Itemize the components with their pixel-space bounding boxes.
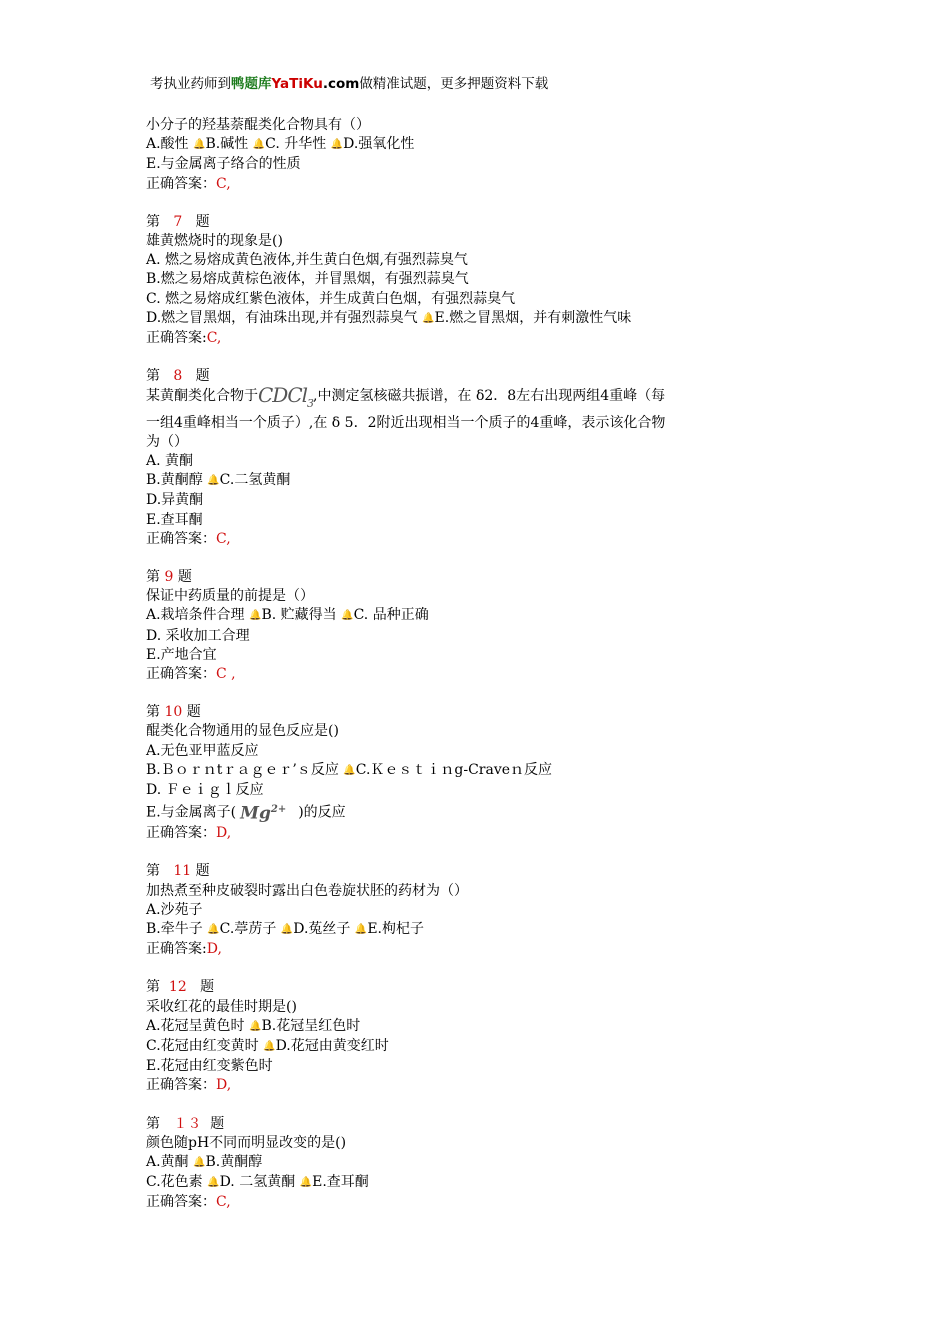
formula-sup: 2+ bbox=[270, 804, 287, 816]
bell-icon: 🔔 bbox=[263, 1040, 276, 1052]
option-c: C. 燃之易熔成红紫色液体，并生成黄白色烟，有强烈蒜臭气 bbox=[146, 290, 516, 307]
question-8 bbox=[146, 367, 806, 549]
title-prefix: 第 bbox=[146, 569, 160, 586]
answer-row bbox=[146, 824, 806, 843]
options-row bbox=[146, 920, 806, 940]
option-c: C.花冠由红变黄时 bbox=[146, 1037, 259, 1054]
header-prefix: 考执业药师到 bbox=[150, 76, 231, 92]
question-13 bbox=[146, 1115, 806, 1213]
option-e bbox=[146, 800, 806, 824]
answer-row bbox=[146, 665, 806, 684]
brand-cn[interactable]: 鸭题库 bbox=[231, 76, 272, 92]
options-row bbox=[146, 761, 806, 781]
option-d: D. 二氢黄酮 bbox=[219, 1174, 296, 1191]
answer-label: 正确答案: bbox=[146, 941, 207, 958]
page-header bbox=[150, 72, 548, 92]
solvent-formula bbox=[258, 383, 314, 413]
title-suffix: 题 bbox=[195, 213, 210, 230]
answer-row bbox=[146, 940, 806, 959]
option-c: C.Ｋｅｓｔｉｎg-Craveｎ反应 bbox=[355, 761, 553, 778]
title-prefix: 第 bbox=[146, 979, 160, 996]
option-d: D.菟丝子 bbox=[293, 920, 351, 937]
question-number: 11 bbox=[173, 863, 192, 880]
option-e: E.与金属离子络合的性质 bbox=[146, 156, 301, 173]
option-e-text: E.与金属离子( bbox=[146, 804, 237, 821]
brand-en[interactable]: YaTiKu bbox=[271, 76, 323, 92]
question-number: 12 bbox=[168, 979, 187, 996]
answer-label: 正确答案： bbox=[146, 175, 216, 192]
option-a: A.酸性 bbox=[146, 136, 189, 153]
title-prefix: 第 bbox=[146, 704, 160, 721]
question-stem: 醌类化合物通用的显色反应是() bbox=[146, 723, 339, 740]
answer-value: C, bbox=[216, 1194, 231, 1211]
question-number: １３ bbox=[173, 1115, 202, 1132]
question-7 bbox=[146, 213, 806, 348]
bell-icon: 🔔 bbox=[207, 923, 220, 935]
title-suffix: 题 bbox=[195, 863, 210, 880]
question-title bbox=[146, 862, 806, 881]
bell-icon: 🔔 bbox=[193, 139, 206, 151]
answer-value: C , bbox=[216, 666, 236, 683]
option-c: C.葶苈子 bbox=[219, 920, 277, 937]
option-e: E.查耳酮 bbox=[312, 1174, 369, 1191]
question-stem-cont: 一组4重峰相当一个质子）,在 δ 5．2附近出现相当一个质子的4重峰，表示该化合物 bbox=[146, 414, 666, 431]
options-row bbox=[146, 471, 806, 491]
options-row bbox=[146, 309, 806, 329]
question-title bbox=[146, 978, 806, 997]
question-stem: 加热煮至种皮破裂时露出白色卷旋状胚的药材为（） bbox=[146, 882, 468, 899]
option-b: B.花冠呈红色时 bbox=[261, 1017, 361, 1034]
formula-main: CDCl bbox=[258, 383, 308, 408]
option-b: B.碱性 bbox=[205, 136, 249, 153]
answer-label: 正确答案： bbox=[146, 825, 216, 842]
answer-label: 正确答案： bbox=[146, 1077, 216, 1094]
question-12 bbox=[146, 978, 806, 1095]
question-title bbox=[146, 568, 806, 587]
answer-label: 正确答案： bbox=[146, 666, 216, 683]
options-row bbox=[146, 1173, 806, 1193]
question-number: 9 bbox=[164, 569, 174, 586]
options-row bbox=[146, 1037, 806, 1057]
bell-icon: 🔔 bbox=[343, 764, 356, 776]
options-row bbox=[146, 1017, 806, 1037]
option-e: E.产地合宜 bbox=[146, 646, 217, 663]
option-d: D. Ｆｅｉｇｌ反应 bbox=[146, 782, 264, 799]
option-b: B.牵牛子 bbox=[146, 920, 203, 937]
bell-icon: 🔔 bbox=[249, 610, 262, 622]
answer-row bbox=[146, 1076, 806, 1095]
answer-row bbox=[146, 329, 806, 348]
question-title bbox=[146, 1115, 806, 1134]
question-title bbox=[146, 703, 806, 722]
option-c: C. 品种正确 bbox=[353, 607, 429, 624]
option-a: A.沙苑子 bbox=[146, 901, 203, 918]
title-suffix: 题 bbox=[200, 979, 215, 996]
answer-label: 正确答案： bbox=[146, 1194, 216, 1211]
question-11 bbox=[146, 862, 806, 959]
option-b: B.燃之易熔成黄棕色液体，并冒黑烟，有强烈蒜臭气 bbox=[146, 271, 469, 288]
question-title bbox=[146, 367, 806, 386]
question-stem: 雄黄燃烧时的现象是() bbox=[146, 233, 283, 250]
options-row bbox=[146, 135, 806, 155]
formula-sub: 3 bbox=[307, 397, 314, 411]
answer-label: 正确答案： bbox=[146, 530, 216, 547]
title-suffix: 题 bbox=[186, 704, 201, 721]
option-e: E.燃之冒黑烟，并有刺激性气味 bbox=[434, 309, 632, 326]
option-c: C.二氢黄酮 bbox=[219, 472, 291, 489]
option-d: D.花冠由黄变红时 bbox=[275, 1037, 389, 1054]
option-d: D. 采收加工合理 bbox=[146, 627, 250, 644]
bell-icon: 🔔 bbox=[249, 1020, 262, 1032]
option-e: E.查耳酮 bbox=[146, 511, 203, 528]
header-suffix: 做精准试题，更多押题资料下载 bbox=[359, 76, 549, 92]
question-stem: 颜色随pH不同而明显改变的是() bbox=[146, 1134, 347, 1151]
title-prefix: 第 bbox=[146, 863, 160, 880]
bell-icon: 🔔 bbox=[299, 1177, 313, 1189]
formula-main: Mg bbox=[240, 803, 271, 824]
answer-row bbox=[146, 530, 806, 549]
bell-icon: 🔔 bbox=[341, 610, 354, 622]
option-e: E.枸杞子 bbox=[367, 920, 424, 937]
option-a: A.栽培条件合理 bbox=[146, 607, 245, 624]
answer-value: D, bbox=[216, 825, 232, 842]
bell-icon: 🔔 bbox=[193, 1157, 206, 1168]
question-title bbox=[146, 213, 806, 232]
title-prefix: 第 bbox=[146, 213, 160, 230]
stem-part: 某黄酮类化合物于 bbox=[146, 388, 258, 405]
option-e-text: )的反应 bbox=[298, 804, 346, 821]
option-e: E.花冠由红变紫色时 bbox=[146, 1058, 273, 1075]
option-a: A. 黄酮 bbox=[146, 453, 194, 470]
option-d: D.异黄酮 bbox=[146, 492, 204, 509]
question-stem bbox=[146, 383, 806, 413]
question-9 bbox=[146, 568, 806, 684]
title-suffix: 题 bbox=[177, 569, 192, 586]
option-b: B.Ｂｏｒｎtｒａｇｅｒ’ｓ反应 bbox=[146, 761, 339, 778]
option-a: A. 燃之易熔成黄色液体,并生黄白色烟,有强烈蒜臭气 bbox=[146, 252, 468, 269]
question-stem: 保证中药质量的前提是（） bbox=[146, 588, 314, 605]
bell-icon: 🔔 bbox=[422, 312, 435, 324]
question-stem: 小分子的羟基萘醌类化合物具有（） bbox=[146, 117, 370, 133]
option-b: B.黄酮醇 bbox=[205, 1154, 263, 1170]
answer-value: D, bbox=[216, 1077, 232, 1094]
question-6 bbox=[146, 116, 806, 194]
option-d: D.燃之冒黑烟，有油珠出现,并有强烈蒜臭气 bbox=[146, 309, 418, 326]
options-row bbox=[146, 606, 806, 626]
option-c: C.花色素 bbox=[146, 1174, 203, 1191]
option-b: B.黄酮醇 bbox=[146, 472, 203, 489]
option-c: C. 升华性 bbox=[265, 136, 327, 153]
title-prefix: 第 bbox=[146, 1115, 160, 1132]
bell-icon: 🔔 bbox=[252, 139, 266, 151]
answer-value: C, bbox=[216, 530, 231, 547]
title-suffix: 题 bbox=[210, 1115, 225, 1132]
question-stem: 采收红花的最佳时期是() bbox=[146, 998, 297, 1015]
brand-domain[interactable]: .com bbox=[322, 76, 360, 92]
answer-value: C, bbox=[216, 175, 231, 192]
title-prefix: 第 bbox=[146, 368, 160, 385]
bell-icon: 🔔 bbox=[207, 1177, 220, 1189]
bell-icon: 🔔 bbox=[280, 923, 294, 935]
answer-value: D, bbox=[206, 941, 222, 958]
bell-icon: 🔔 bbox=[354, 923, 368, 935]
answer-value: C, bbox=[206, 330, 222, 347]
question-number: 10 bbox=[164, 704, 183, 721]
answer-row bbox=[146, 175, 806, 194]
question-10 bbox=[146, 703, 806, 843]
options-row bbox=[146, 1153, 806, 1173]
option-a: A.黄酮 bbox=[146, 1154, 189, 1170]
ion-formula bbox=[240, 800, 286, 824]
option-a: A.花冠呈黄色时 bbox=[146, 1017, 245, 1034]
answer-label: 正确答案: bbox=[146, 330, 207, 347]
option-b: B. 贮藏得当 bbox=[261, 607, 337, 624]
stem-part: ,中测定氢核磁共振谱，在 δ2．8左右出现两组4重峰（每 bbox=[313, 388, 666, 405]
bell-icon: 🔔 bbox=[330, 139, 344, 151]
question-number: 8 bbox=[173, 368, 183, 385]
question-number: 7 bbox=[173, 213, 183, 230]
question-stem-cont: 为（） bbox=[146, 433, 188, 450]
answer-row bbox=[146, 1193, 806, 1212]
title-suffix: 题 bbox=[195, 368, 210, 385]
option-a: A.无色亚甲蓝反应 bbox=[146, 742, 259, 759]
bell-icon: 🔔 bbox=[207, 475, 220, 487]
option-d: D.强氧化性 bbox=[343, 136, 415, 153]
question-list bbox=[146, 116, 806, 1213]
